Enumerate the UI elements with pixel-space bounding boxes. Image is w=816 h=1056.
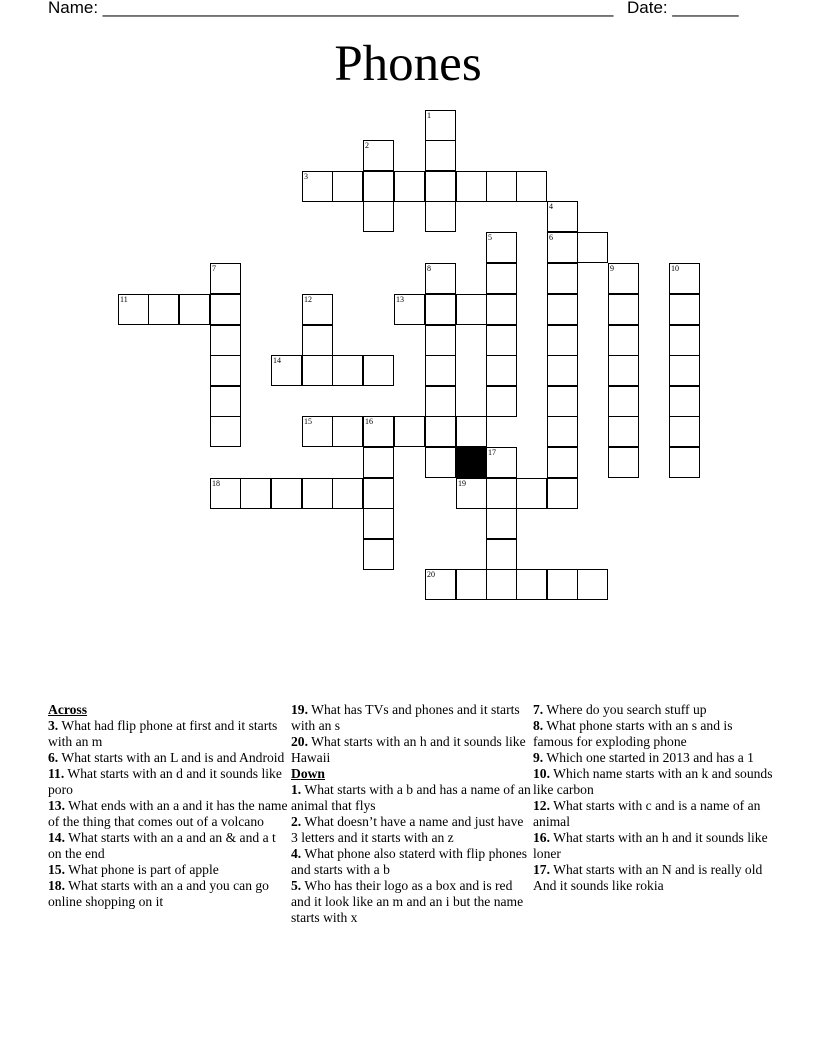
crossword-cell[interactable] — [394, 294, 425, 325]
crossword-cell[interactable] — [363, 355, 394, 386]
crossword-cell[interactable] — [486, 508, 517, 539]
crossword-cell[interactable] — [516, 171, 547, 202]
cell-number: 20 — [427, 570, 435, 579]
crossword-cell[interactable] — [363, 416, 394, 447]
clue-number: 3. — [48, 718, 59, 733]
clue-text: What phone starts with an s and is famous for exploding phone — [533, 718, 733, 749]
clue-text: Who has their logo as a box and is red and it look like an m and an i but the name starts with x — [291, 878, 524, 925]
crossword-cell[interactable] — [210, 263, 241, 294]
cell-number: 4 — [549, 202, 553, 211]
across-clue — [291, 734, 531, 766]
down-clue — [291, 846, 531, 878]
clue-text: What starts with an h and it sounds like loner — [533, 830, 768, 861]
crossword-cell[interactable] — [486, 232, 517, 263]
clue-number: 17. — [533, 862, 550, 877]
clue-text: What phone also staterd with flip phones and starts with a b — [291, 846, 528, 877]
cell-number: 15 — [304, 417, 312, 426]
cell-number: 17 — [488, 448, 496, 457]
crossword-cell[interactable] — [302, 478, 333, 509]
clue-number: 18. — [48, 878, 65, 893]
clue-number: 8. — [533, 718, 544, 733]
across-clue — [48, 798, 288, 830]
across-clue — [48, 878, 288, 910]
crossword-cell[interactable] — [332, 416, 363, 447]
crossword-cell[interactable] — [302, 355, 333, 386]
date-field-label[interactable]: Date: _______ — [627, 0, 739, 17]
crossword-cell[interactable] — [547, 478, 578, 509]
crossword-cell[interactable] — [669, 416, 700, 447]
clue-number: 6. — [48, 750, 59, 765]
cell-number: 11 — [120, 295, 128, 304]
clue-number: 9. — [533, 750, 544, 765]
crossword-cell[interactable] — [547, 386, 578, 417]
crossword-cell[interactable] — [669, 355, 700, 386]
crossword-cell[interactable] — [425, 110, 456, 141]
crossword-cell[interactable] — [425, 140, 456, 171]
crossword-cell[interactable] — [577, 232, 608, 263]
crossword-cell[interactable] — [179, 294, 210, 325]
clues-column-1 — [48, 702, 288, 910]
clue-text: What phone is part of apple — [68, 862, 219, 877]
crossword-cell[interactable] — [516, 478, 547, 509]
clue-text: Which name starts with an k and sounds like carbon — [533, 766, 773, 797]
cell-number: 2 — [365, 141, 369, 150]
crossword-cell[interactable] — [547, 325, 578, 356]
crossword-cell[interactable] — [332, 478, 363, 509]
clue-number: 14. — [48, 830, 65, 845]
down-heading: Down — [291, 766, 325, 781]
crossword-cell[interactable] — [332, 355, 363, 386]
crossword-cell[interactable] — [456, 478, 487, 509]
crossword-cell[interactable] — [669, 386, 700, 417]
crossword-cell[interactable] — [394, 416, 425, 447]
crossword-cell[interactable] — [486, 539, 517, 570]
crossword-cell[interactable] — [210, 294, 241, 325]
crossword-cell[interactable] — [210, 478, 241, 509]
crossword-cell[interactable] — [486, 171, 517, 202]
across-clue — [48, 862, 288, 878]
across-clue — [48, 750, 288, 766]
crossword-cell[interactable] — [608, 263, 639, 294]
crossword-cell[interactable] — [547, 232, 578, 263]
crossword-cell[interactable] — [302, 294, 333, 325]
crossword-cell[interactable] — [210, 386, 241, 417]
crossword-cell[interactable] — [456, 294, 487, 325]
clue-text: What starts with an L and is and Android — [61, 750, 285, 765]
clue-number: 2. — [291, 814, 302, 829]
clue-number: 7. — [533, 702, 544, 717]
clue-number: 20. — [291, 734, 308, 749]
down-clue — [533, 750, 773, 766]
crossword-cell[interactable] — [456, 416, 487, 447]
crossword-cell[interactable] — [608, 355, 639, 386]
down-clue — [533, 830, 773, 862]
cell-number: 7 — [212, 264, 216, 273]
crossword-cell[interactable] — [425, 416, 456, 447]
clue-number: 16. — [533, 830, 550, 845]
down-clue — [533, 798, 773, 830]
crossword-cell[interactable] — [302, 171, 333, 202]
crossword-cell[interactable] — [425, 201, 456, 232]
crossword-cell[interactable] — [486, 325, 517, 356]
cell-number: 13 — [396, 295, 404, 304]
across-heading: Across — [48, 702, 88, 717]
crossword-cell[interactable] — [669, 325, 700, 356]
crossword-cell[interactable] — [332, 171, 363, 202]
crossword-cell[interactable] — [148, 294, 179, 325]
crossword-cell[interactable] — [271, 355, 302, 386]
clue-number: 1. — [291, 782, 302, 797]
crossword-cell[interactable] — [486, 263, 517, 294]
crossword-cell[interactable] — [425, 355, 456, 386]
clue-text: What had flip phone at first and it starts with an m — [48, 718, 278, 749]
crossword-cell[interactable] — [669, 294, 700, 325]
clue-text: What starts with an d and it sounds like poro — [48, 766, 282, 797]
crossword-cell[interactable] — [547, 294, 578, 325]
clue-number: 5. — [291, 878, 302, 893]
clue-text: What starts with an a and an & and a t on the end — [48, 830, 276, 861]
crossword-cell[interactable] — [363, 508, 394, 539]
down-clue — [533, 718, 773, 750]
down-clue — [533, 766, 773, 798]
cell-number: 10 — [671, 264, 679, 273]
crossword-cell[interactable] — [271, 478, 302, 509]
crossword-cell[interactable] — [608, 447, 639, 478]
crossword-cell[interactable] — [456, 569, 487, 600]
clue-text: What starts with an a and you can go online shopping on it — [48, 878, 269, 909]
clue-text: What starts with an N and is really old And it sounds like rokia — [533, 862, 763, 893]
crossword-cell[interactable] — [608, 386, 639, 417]
crossword-cell[interactable] — [547, 447, 578, 478]
across-clue — [48, 830, 288, 862]
crossword-cell[interactable] — [547, 569, 578, 600]
crossword-cell[interactable] — [486, 569, 517, 600]
crossword-cell[interactable] — [363, 478, 394, 509]
clue-number: 12. — [533, 798, 550, 813]
cell-number: 12 — [304, 295, 312, 304]
clue-text: Where do you search stuff up — [546, 702, 707, 717]
crossword-cell[interactable] — [608, 325, 639, 356]
crossword-cell[interactable] — [363, 447, 394, 478]
crossword-cell[interactable] — [486, 355, 517, 386]
across-clue — [48, 718, 288, 750]
clue-text: What doesn’t have a name and just have 3 letters and it starts with an z — [291, 814, 524, 845]
crossword-cell[interactable] — [486, 478, 517, 509]
crossword-cell[interactable] — [486, 447, 517, 478]
down-clue — [291, 878, 531, 926]
crossword-cell[interactable] — [577, 569, 608, 600]
clue-text: What ends with an a and it has the name of the thing that comes out of a volcano — [48, 798, 288, 829]
cell-number: 1 — [427, 111, 431, 120]
down-clue — [291, 782, 531, 814]
clue-text: Which one started in 2013 and has a 1 — [546, 750, 754, 765]
crossword-cell[interactable] — [425, 447, 456, 478]
crossword-cell[interactable] — [516, 569, 547, 600]
crossword-cell[interactable] — [363, 201, 394, 232]
crossword-cell[interactable] — [456, 171, 487, 202]
cell-number: 8 — [427, 264, 431, 273]
down-clue — [291, 814, 531, 846]
crossword-cell[interactable] — [608, 294, 639, 325]
across-clue — [48, 766, 288, 798]
clue-text: What starts with c and is a name of an animal — [533, 798, 761, 829]
page-title: Phones — [334, 36, 482, 92]
clue-number: 19. — [291, 702, 308, 717]
name-field-label[interactable]: Name: ______________________________________________________ — [48, 0, 614, 17]
crossword-cell[interactable] — [425, 325, 456, 356]
crossword-cell[interactable] — [210, 325, 241, 356]
across-clue — [291, 702, 531, 734]
clue-number: 13. — [48, 798, 65, 813]
cell-number: 3 — [304, 172, 308, 181]
crossword-cell[interactable] — [240, 478, 271, 509]
crossword-cell[interactable] — [363, 539, 394, 570]
crossword-cell[interactable] — [547, 263, 578, 294]
crossword-cell[interactable] — [425, 263, 456, 294]
clue-text: What starts with an h and it sounds like Hawaii — [291, 734, 526, 765]
crossword-cell[interactable] — [210, 416, 241, 447]
crossword-cell[interactable] — [547, 355, 578, 386]
cell-number: 5 — [488, 233, 492, 242]
crossword-cell[interactable] — [547, 201, 578, 232]
clues-column-2 — [291, 702, 531, 926]
clue-text: What has TVs and phones and it starts with an s — [291, 702, 520, 733]
clue-number: 11. — [48, 766, 65, 781]
crossword-cell[interactable] — [363, 140, 394, 171]
crossword-cell[interactable] — [363, 171, 394, 202]
cell-number: 19 — [458, 479, 466, 488]
clue-number: 4. — [291, 846, 302, 861]
cell-number: 18 — [212, 479, 220, 488]
crossword-cell[interactable] — [425, 294, 456, 325]
crossword-cell[interactable] — [486, 294, 517, 325]
crossword-cell[interactable] — [425, 569, 456, 600]
crossword-cell[interactable] — [425, 171, 456, 202]
crossword-cell[interactable] — [302, 416, 333, 447]
cell-number: 16 — [365, 417, 373, 426]
crossword-cell[interactable] — [394, 171, 425, 202]
crossword-cell[interactable] — [118, 294, 149, 325]
crossword-cell[interactable] — [608, 416, 639, 447]
crossword-cell[interactable] — [547, 416, 578, 447]
crossword-cell[interactable] — [486, 386, 517, 417]
crossword-cell[interactable] — [669, 263, 700, 294]
clue-text: What starts with a b and has a name of an animal that flys — [291, 782, 531, 813]
clues-column-3 — [533, 702, 773, 894]
crossword-cell[interactable] — [425, 386, 456, 417]
cell-number: 14 — [273, 356, 281, 365]
crossword-cell[interactable] — [210, 355, 241, 386]
crossword-cell[interactable] — [669, 447, 700, 478]
clue-number: 15. — [48, 862, 65, 877]
clue-number: 10. — [533, 766, 550, 781]
cell-number: 9 — [610, 264, 614, 273]
down-clue — [533, 702, 773, 718]
crossword-cell[interactable] — [302, 325, 333, 356]
cell-number: 6 — [549, 233, 553, 242]
black-cell — [456, 447, 487, 478]
down-clue — [533, 862, 773, 894]
